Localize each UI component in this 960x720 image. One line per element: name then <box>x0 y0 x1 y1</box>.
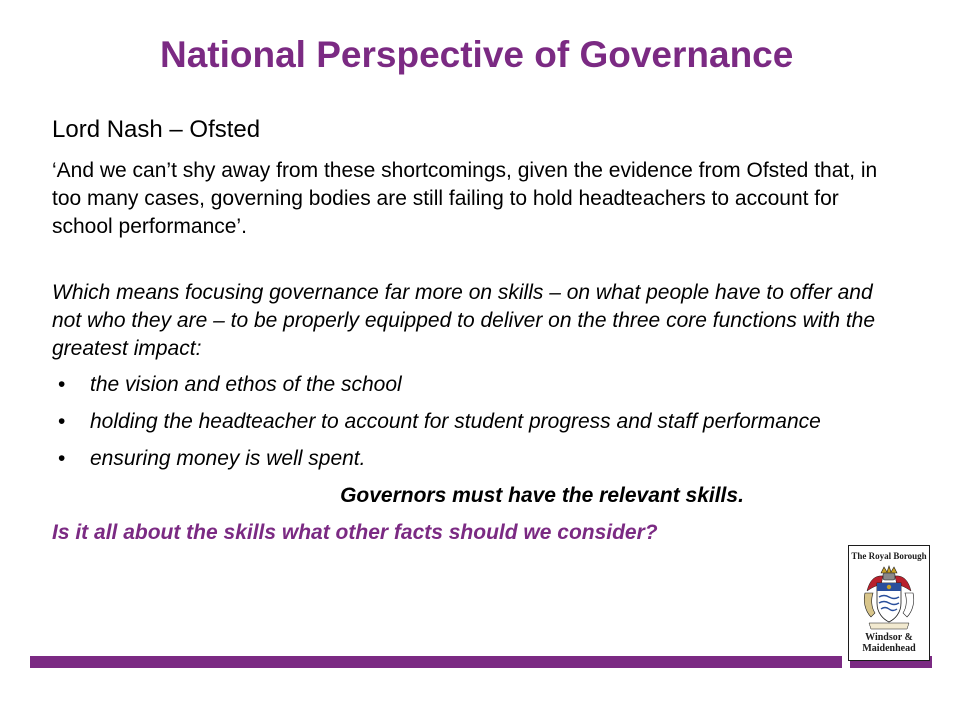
quote-text: ‘And we can’t shy away from these shortcomings, given the evidence from Ofsted that, in too many cases, governing bodies are still failing to hold headteachers to account for school performance’. <box>52 159 878 238</box>
bullet-text: ensuring money is well spent. <box>90 447 366 470</box>
logo-top-text: The Royal Borough <box>851 551 927 561</box>
slide-subtitle: Lord Nash – Ofsted <box>52 116 261 143</box>
question-text: Is it all about the skills what other facts should we consider? <box>52 521 658 544</box>
bullet-point-icon: • <box>58 410 66 433</box>
bullet-item-vision <box>52 371 902 399</box>
borough-logo <box>848 545 930 661</box>
logo-bottom-text <box>849 632 929 654</box>
slide-content <box>52 115 902 547</box>
bullet-text: the vision and ethos of the school <box>90 373 402 396</box>
coat-of-arms-icon <box>857 563 921 631</box>
bullet-text: holding the headteacher to account for student progress and staff performance <box>90 410 821 433</box>
bullet-item-money <box>52 445 902 473</box>
intro-text: Which means focusing governance far more on skills – on what people have to offer and not who they are – to be properly equipped to deliver on the three core functions with the greatest impact: <box>52 281 876 360</box>
bullet-point-icon: • <box>58 373 66 396</box>
bullet-list <box>52 371 902 473</box>
skills-statement: Governors must have the relevant skills. <box>340 484 744 507</box>
slide-title: National Perspective of Governance <box>160 34 794 75</box>
footer-bar <box>30 656 842 668</box>
logo-name-line2: Maidenhead <box>862 643 916 654</box>
bullet-item-accountability <box>52 408 902 436</box>
bullet-point-icon: • <box>58 447 66 470</box>
logo-name-line1: Windsor & <box>865 632 913 643</box>
